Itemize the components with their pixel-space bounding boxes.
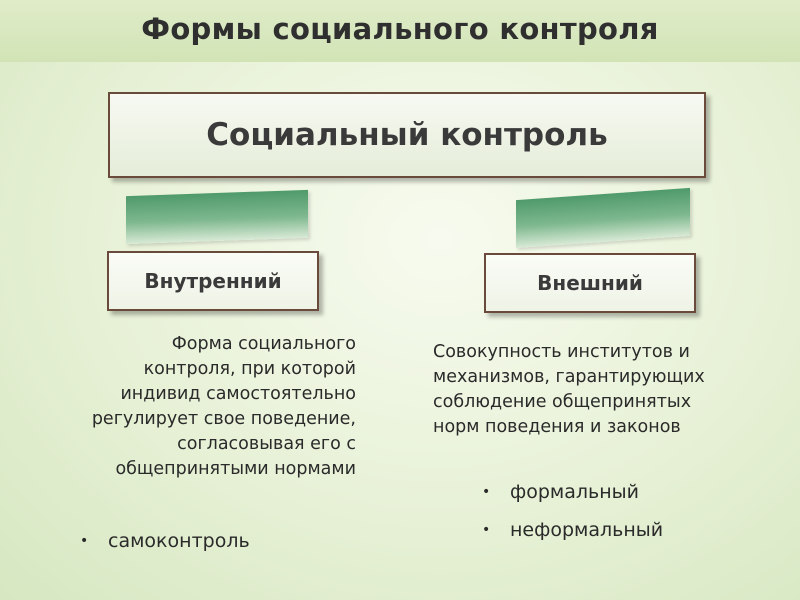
external-bullet-list [482,473,663,549]
connector-internal [126,190,308,244]
internal-control-label: Внутренний [144,269,282,293]
external-description-line: механизмов, гарантирующих [433,367,705,387]
internal-description-line: Форма социального [171,334,356,354]
connector-external [516,188,690,248]
internal-description-line: контроля, при которой [143,359,356,379]
list-item [482,473,663,511]
external-description-line: Совокупность институтов и [433,342,690,362]
social-control-label: Социальный контроль [206,117,608,153]
page-title: Формы социального контроля [141,12,659,46]
external-description-line: соблюдение общепринятых [433,392,692,412]
internal-bullet-list [80,522,250,560]
internal-description-line: регулирует свое поведение, [91,409,356,429]
internal-description-line: индивид самостоятельно [120,384,356,404]
list-item [80,522,250,560]
bullet-icon: • [80,533,89,549]
internal-description [8,332,356,482]
bullet-text: формальный [510,481,640,503]
external-description [433,340,793,440]
bullet-text: неформальный [510,519,664,541]
list-item [482,511,663,549]
internal-description-line: общепринятыми нормами [115,459,356,479]
internal-description-line: согласовывая его с [177,434,356,454]
social-control-box [108,92,706,178]
bullet-icon: • [482,522,491,538]
external-description-line: норм поведения и законов [433,417,681,437]
internal-control-box [107,251,319,311]
external-control-label: Внешний [537,271,643,295]
bullet-icon: • [482,484,491,500]
external-control-box [484,253,696,313]
bullet-text: самоконтроль [108,530,250,552]
